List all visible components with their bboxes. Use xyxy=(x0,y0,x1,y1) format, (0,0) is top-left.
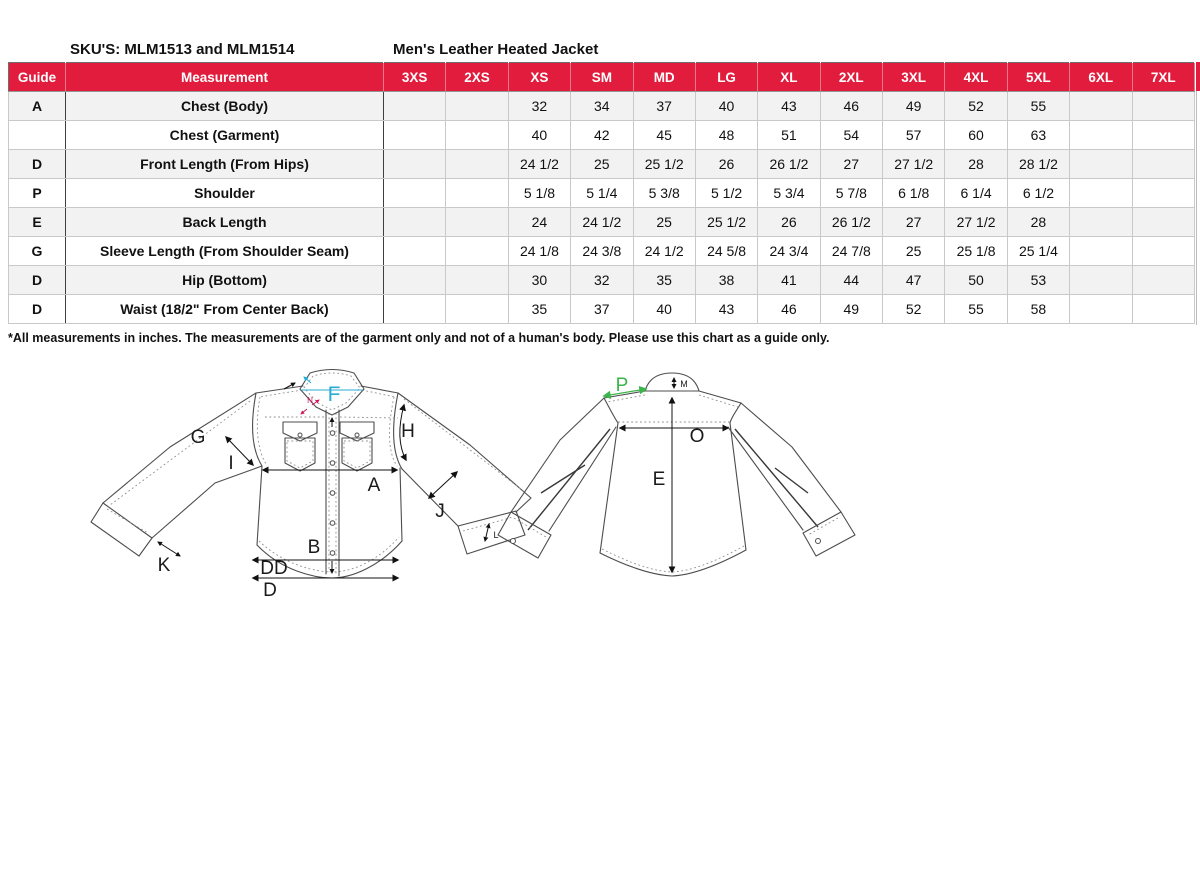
size-value-cell: 48 xyxy=(695,121,757,150)
size-value-cell: 24 1/2 xyxy=(633,237,695,266)
size-value-cell: 63 xyxy=(1007,121,1069,150)
size-value-cell xyxy=(1070,92,1132,121)
size-value-cell: 60 xyxy=(945,121,1007,150)
size-value-cell xyxy=(384,237,446,266)
size-value-cell: 25 1/8 xyxy=(945,237,1007,266)
size-value-cell: 42 xyxy=(571,121,633,150)
size-value-cell xyxy=(1070,179,1132,208)
column-header: 6XL xyxy=(1070,63,1132,92)
measurement-guide-label: G xyxy=(190,427,206,448)
size-value-cell: 50 xyxy=(945,266,1007,295)
size-value-cell: 25 xyxy=(633,208,695,237)
size-value-cell: 34 xyxy=(571,92,633,121)
size-value-cell: 27 xyxy=(883,208,945,237)
size-value-cell xyxy=(384,150,446,179)
sku-label: SKU'S: MLM1513 and MLM1514 xyxy=(70,41,295,58)
size-value-cell: 24 5/8 xyxy=(695,237,757,266)
size-value-cell: 54 xyxy=(820,121,882,150)
measurement-cell: Sleeve Length (From Shoulder Seam) xyxy=(66,237,384,266)
measurement-guide-label: B xyxy=(307,537,321,558)
table-edge-sliver xyxy=(1196,62,1200,91)
size-value-cell: 28 xyxy=(1007,208,1069,237)
size-value-cell xyxy=(1132,121,1195,150)
guide-cell xyxy=(9,121,66,150)
size-value-cell: 24 1/8 xyxy=(508,237,570,266)
size-value-cell: 24 3/4 xyxy=(758,237,820,266)
measurement-guide-label: E xyxy=(652,469,666,490)
size-value-cell: 49 xyxy=(820,295,882,324)
column-header: 2XS xyxy=(446,63,508,92)
jacket-back-view xyxy=(498,373,855,576)
measurement-guide-label: J xyxy=(435,501,445,522)
table-row xyxy=(9,150,1195,179)
measurement-guide-label: I xyxy=(228,453,234,474)
column-header: 4XL xyxy=(945,63,1007,92)
measurement-guide-label: P xyxy=(615,375,629,396)
front-view-labels xyxy=(158,383,499,601)
size-value-cell: 53 xyxy=(1007,266,1069,295)
column-header: LG xyxy=(695,63,757,92)
size-value-cell: 5 1/2 xyxy=(695,179,757,208)
size-value-cell: 40 xyxy=(695,92,757,121)
size-value-cell: 25 xyxy=(883,237,945,266)
column-header: Guide xyxy=(9,63,66,92)
footnote: *All measurements in inches. The measurements are of the garment only and not of a human's body. Please use this chart as a guide only. xyxy=(8,331,830,345)
size-value-cell: 5 1/4 xyxy=(571,179,633,208)
column-header: XL xyxy=(758,63,820,92)
size-value-cell: 46 xyxy=(758,295,820,324)
size-value-cell xyxy=(446,266,508,295)
measurement-cell: Hip (Bottom) xyxy=(66,266,384,295)
size-value-cell: 40 xyxy=(508,121,570,150)
column-header: SM xyxy=(571,63,633,92)
size-value-cell: 52 xyxy=(883,295,945,324)
column-header: 3XS xyxy=(384,63,446,92)
size-value-cell xyxy=(446,208,508,237)
size-value-cell: 32 xyxy=(571,266,633,295)
product-name: Men's Leather Heated Jacket xyxy=(393,41,599,58)
table-edge-line xyxy=(1196,91,1200,325)
size-value-cell xyxy=(446,237,508,266)
size-value-cell: 37 xyxy=(571,295,633,324)
size-value-cell: 6 1/4 xyxy=(945,179,1007,208)
column-header: 2XL xyxy=(820,63,882,92)
size-value-cell xyxy=(1070,266,1132,295)
column-header: 3XL xyxy=(883,63,945,92)
size-value-cell xyxy=(384,121,446,150)
size-value-cell: 25 xyxy=(571,150,633,179)
size-value-cell xyxy=(446,179,508,208)
size-value-cell: 5 1/8 xyxy=(508,179,570,208)
table-row xyxy=(9,237,1195,266)
size-value-cell xyxy=(1132,179,1195,208)
size-value-cell: 26 1/2 xyxy=(758,150,820,179)
measurement-guide-label: L xyxy=(493,530,499,540)
size-value-cell xyxy=(1070,121,1132,150)
size-value-cell xyxy=(384,266,446,295)
size-value-cell: 52 xyxy=(945,92,1007,121)
measurement-guide-label: D xyxy=(263,580,277,601)
size-value-cell: 58 xyxy=(1007,295,1069,324)
size-value-cell xyxy=(1132,295,1195,324)
size-value-cell xyxy=(1132,92,1195,121)
size-value-cell: 5 3/8 xyxy=(633,179,695,208)
size-value-cell xyxy=(1070,208,1132,237)
guide-cell: G xyxy=(9,237,66,266)
measurement-cell: Waist (18/2" From Center Back) xyxy=(66,295,384,324)
size-value-cell: 43 xyxy=(695,295,757,324)
size-value-cell: 5 3/4 xyxy=(758,179,820,208)
table-row xyxy=(9,92,1195,121)
size-value-cell: 55 xyxy=(945,295,1007,324)
measurement-cell: Back Length xyxy=(66,208,384,237)
size-value-cell: 6 1/8 xyxy=(883,179,945,208)
guide-cell: P xyxy=(9,179,66,208)
size-value-cell: 45 xyxy=(633,121,695,150)
size-value-cell: 25 1/2 xyxy=(633,150,695,179)
size-value-cell xyxy=(1132,150,1195,179)
size-value-cell xyxy=(384,208,446,237)
measurement-guide-label: F xyxy=(327,383,341,406)
size-value-cell xyxy=(446,92,508,121)
size-value-cell xyxy=(1132,266,1195,295)
measurement-guide-label: A xyxy=(367,475,381,496)
size-value-cell: 28 1/2 xyxy=(1007,150,1069,179)
size-value-cell xyxy=(1132,208,1195,237)
size-value-cell: 24 7/8 xyxy=(820,237,882,266)
size-value-cell xyxy=(446,121,508,150)
size-value-cell: 25 1/2 xyxy=(695,208,757,237)
size-value-cell xyxy=(384,179,446,208)
size-value-cell xyxy=(1070,150,1132,179)
guide-cell: A xyxy=(9,92,66,121)
table-row xyxy=(9,266,1195,295)
size-value-cell: 55 xyxy=(1007,92,1069,121)
size-value-cell: 30 xyxy=(508,266,570,295)
table-header-row xyxy=(9,63,1195,92)
size-value-cell: 57 xyxy=(883,121,945,150)
guide-cell: D xyxy=(9,150,66,179)
size-value-cell: 6 1/2 xyxy=(1007,179,1069,208)
size-value-cell: 24 3/8 xyxy=(571,237,633,266)
size-chart-table-wrap xyxy=(8,62,1195,324)
size-value-cell: 43 xyxy=(758,92,820,121)
measurement-guide-label: M xyxy=(680,379,688,389)
size-value-cell xyxy=(384,92,446,121)
garment-diagram xyxy=(0,365,1200,615)
size-table-body xyxy=(9,92,1195,324)
measurement-guide-label: DD xyxy=(260,558,288,579)
size-value-cell: 27 1/2 xyxy=(945,208,1007,237)
size-value-cell xyxy=(446,295,508,324)
size-value-cell: 26 1/2 xyxy=(820,208,882,237)
size-value-cell: 28 xyxy=(945,150,1007,179)
size-value-cell: 49 xyxy=(883,92,945,121)
size-value-cell: 26 xyxy=(758,208,820,237)
measurement-cell: Chest (Body) xyxy=(66,92,384,121)
size-value-cell: 35 xyxy=(633,266,695,295)
size-value-cell: 40 xyxy=(633,295,695,324)
size-value-cell: 24 1/2 xyxy=(508,150,570,179)
column-header: XS xyxy=(508,63,570,92)
measurement-cell: Chest (Garment) xyxy=(66,121,384,150)
table-row xyxy=(9,121,1195,150)
size-value-cell: 44 xyxy=(820,266,882,295)
guide-cell: D xyxy=(9,295,66,324)
size-value-cell: 41 xyxy=(758,266,820,295)
measurement-guide-label: N xyxy=(307,396,313,405)
size-value-cell xyxy=(446,150,508,179)
size-value-cell xyxy=(1070,295,1132,324)
table-row xyxy=(9,208,1195,237)
size-value-cell: 24 1/2 xyxy=(571,208,633,237)
size-value-cell xyxy=(1132,237,1195,266)
table-row xyxy=(9,179,1195,208)
size-chart-table xyxy=(8,62,1195,324)
size-value-cell: 5 7/8 xyxy=(820,179,882,208)
measurement-cell: Shoulder xyxy=(66,179,384,208)
guide-cell: E xyxy=(9,208,66,237)
measurement-guide-label: H xyxy=(401,421,415,442)
size-value-cell: 37 xyxy=(633,92,695,121)
size-value-cell: 32 xyxy=(508,92,570,121)
size-value-cell: 25 1/4 xyxy=(1007,237,1069,266)
size-value-cell: 38 xyxy=(695,266,757,295)
column-header: MD xyxy=(633,63,695,92)
column-header: Measurement xyxy=(66,63,384,92)
size-value-cell: 47 xyxy=(883,266,945,295)
size-value-cell: 24 xyxy=(508,208,570,237)
size-value-cell: 27 xyxy=(820,150,882,179)
column-header: 5XL xyxy=(1007,63,1069,92)
size-value-cell: 46 xyxy=(820,92,882,121)
column-header: 7XL xyxy=(1132,63,1195,92)
size-value-cell: 27 1/2 xyxy=(883,150,945,179)
table-row xyxy=(9,295,1195,324)
size-value-cell: 35 xyxy=(508,295,570,324)
size-value-cell: 51 xyxy=(758,121,820,150)
guide-cell: D xyxy=(9,266,66,295)
size-value-cell: 26 xyxy=(695,150,757,179)
measurement-cell: Front Length (From Hips) xyxy=(66,150,384,179)
size-value-cell xyxy=(1070,237,1132,266)
size-value-cell xyxy=(384,295,446,324)
measurement-guide-label: O xyxy=(689,426,705,447)
measurement-guide-label: K xyxy=(157,555,171,576)
